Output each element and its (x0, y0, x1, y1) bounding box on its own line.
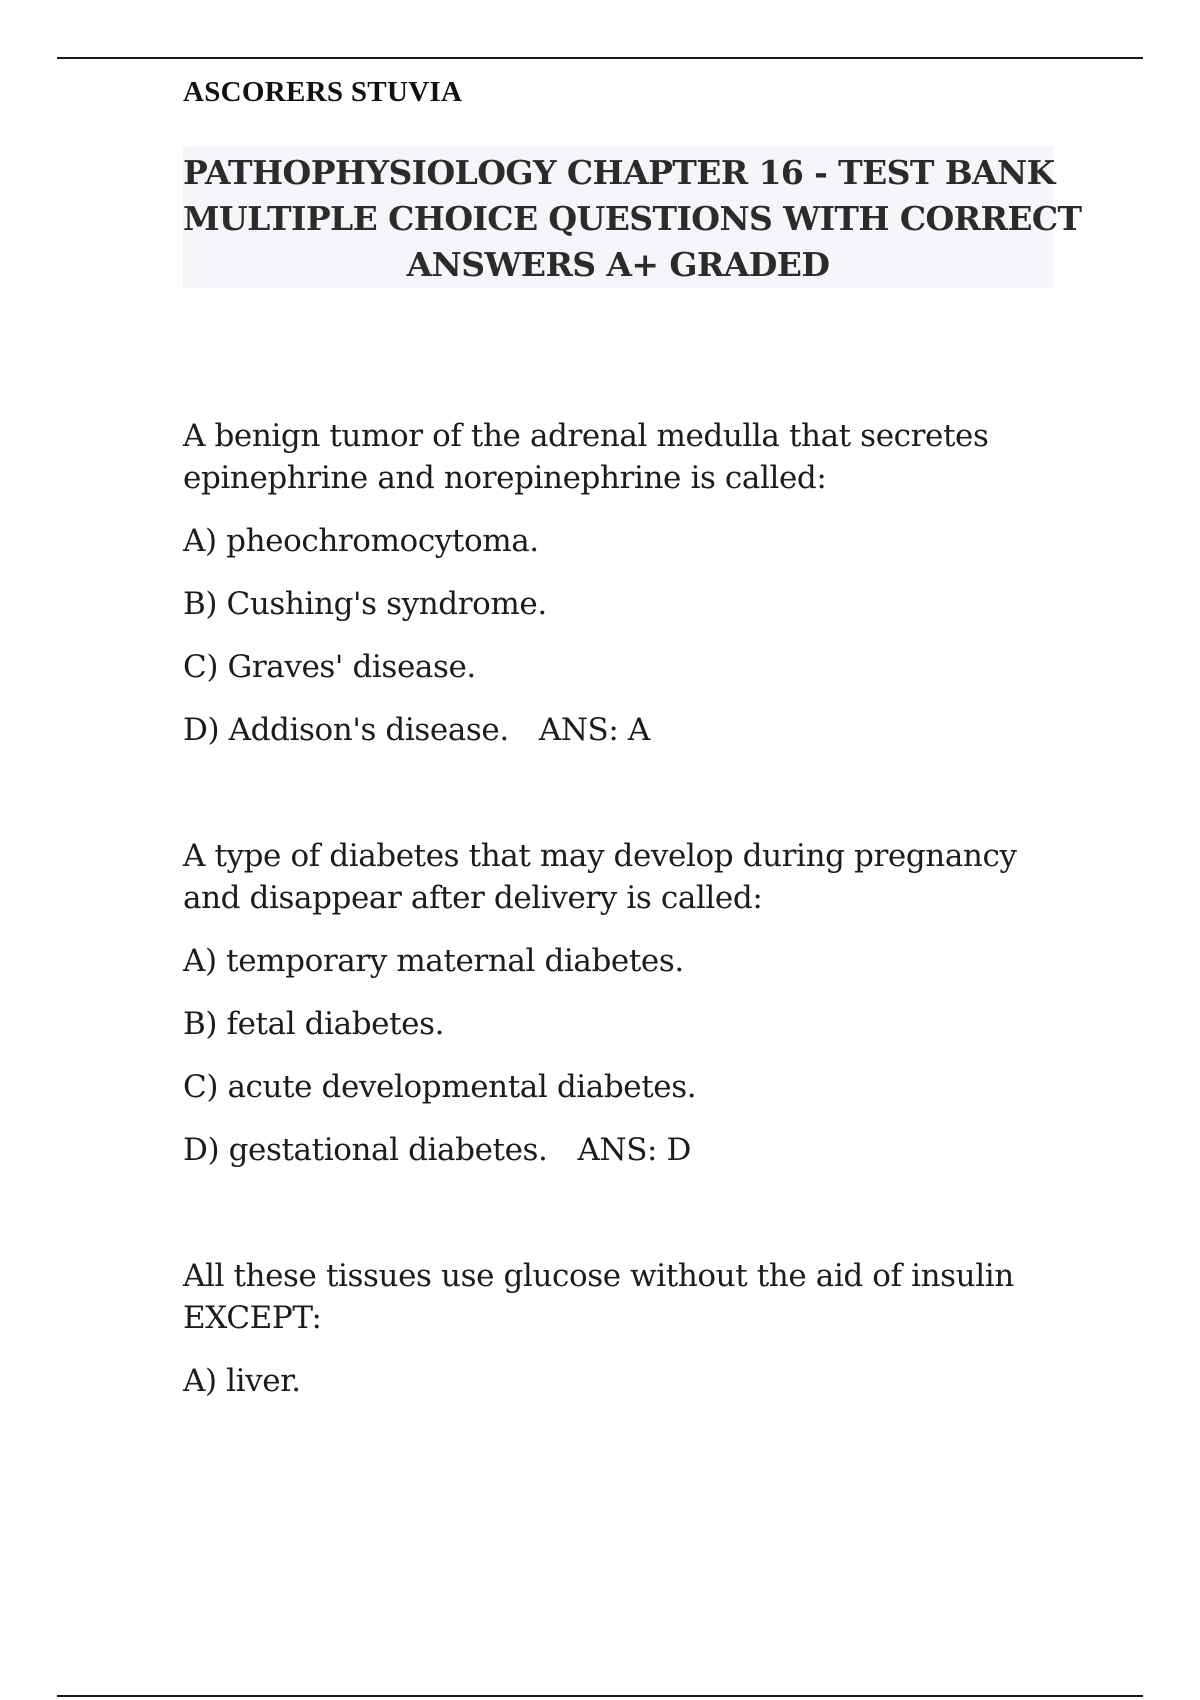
title-line-2: MULTIPLE CHOICE QUESTIONS WITH CORRECT (183, 199, 1082, 238)
question-stem-line: and disappear after delivery is called: (183, 880, 763, 916)
question-1-answer: ANS: A (538, 712, 650, 748)
question-2-stem (183, 835, 1063, 919)
question-stem-line: epinephrine and norepinephrine is called: (183, 460, 827, 496)
question-1 (183, 415, 1063, 751)
question-2-option-a: A) temporary maternal diabetes. (183, 943, 684, 979)
question-stem-line: EXCEPT: (183, 1300, 322, 1336)
question-stem-line: A benign tumor of the adrenal medulla that secretes (183, 418, 989, 454)
question-3 (183, 1255, 1063, 1402)
question-2-option-c: C) acute developmental diabetes. (183, 1069, 697, 1105)
top-rule (57, 57, 1143, 59)
title-line-1: PATHOPHYSIOLOGY CHAPTER 16 - TEST BANK (183, 153, 1055, 192)
question-2-option-d: D) gestational diabetes. (183, 1132, 548, 1168)
document-title (183, 146, 1082, 288)
question-1-stem (183, 415, 1063, 499)
question-stem-line: All these tissues use glucose without the aid of insulin (183, 1258, 1014, 1294)
question-3-option-a: A) liver. (183, 1363, 301, 1399)
question-2-answer: ANS: D (577, 1132, 692, 1168)
question-2 (183, 835, 1063, 1171)
question-1-option-d: D) Addison's disease. (183, 712, 509, 748)
bottom-rule (57, 1695, 1143, 1697)
question-1-option-c: C) Graves' disease. (183, 649, 476, 685)
question-2-option-b: B) fetal diabetes. (183, 1006, 445, 1042)
question-1-option-b: B) Cushing's syndrome. (183, 586, 547, 622)
title-line-3: ANSWERS A+ GRADED (406, 245, 830, 284)
question-stem-line: A type of diabetes that may develop during pregnancy (183, 838, 1017, 874)
document-header-label: ASCORERS STUVIA (183, 76, 463, 108)
question-2-option-d-row (183, 1129, 1063, 1171)
question-1-option-a: A) pheochromocytoma. (183, 523, 539, 559)
question-3-stem (183, 1255, 1063, 1339)
question-1-option-d-row (183, 709, 1063, 751)
